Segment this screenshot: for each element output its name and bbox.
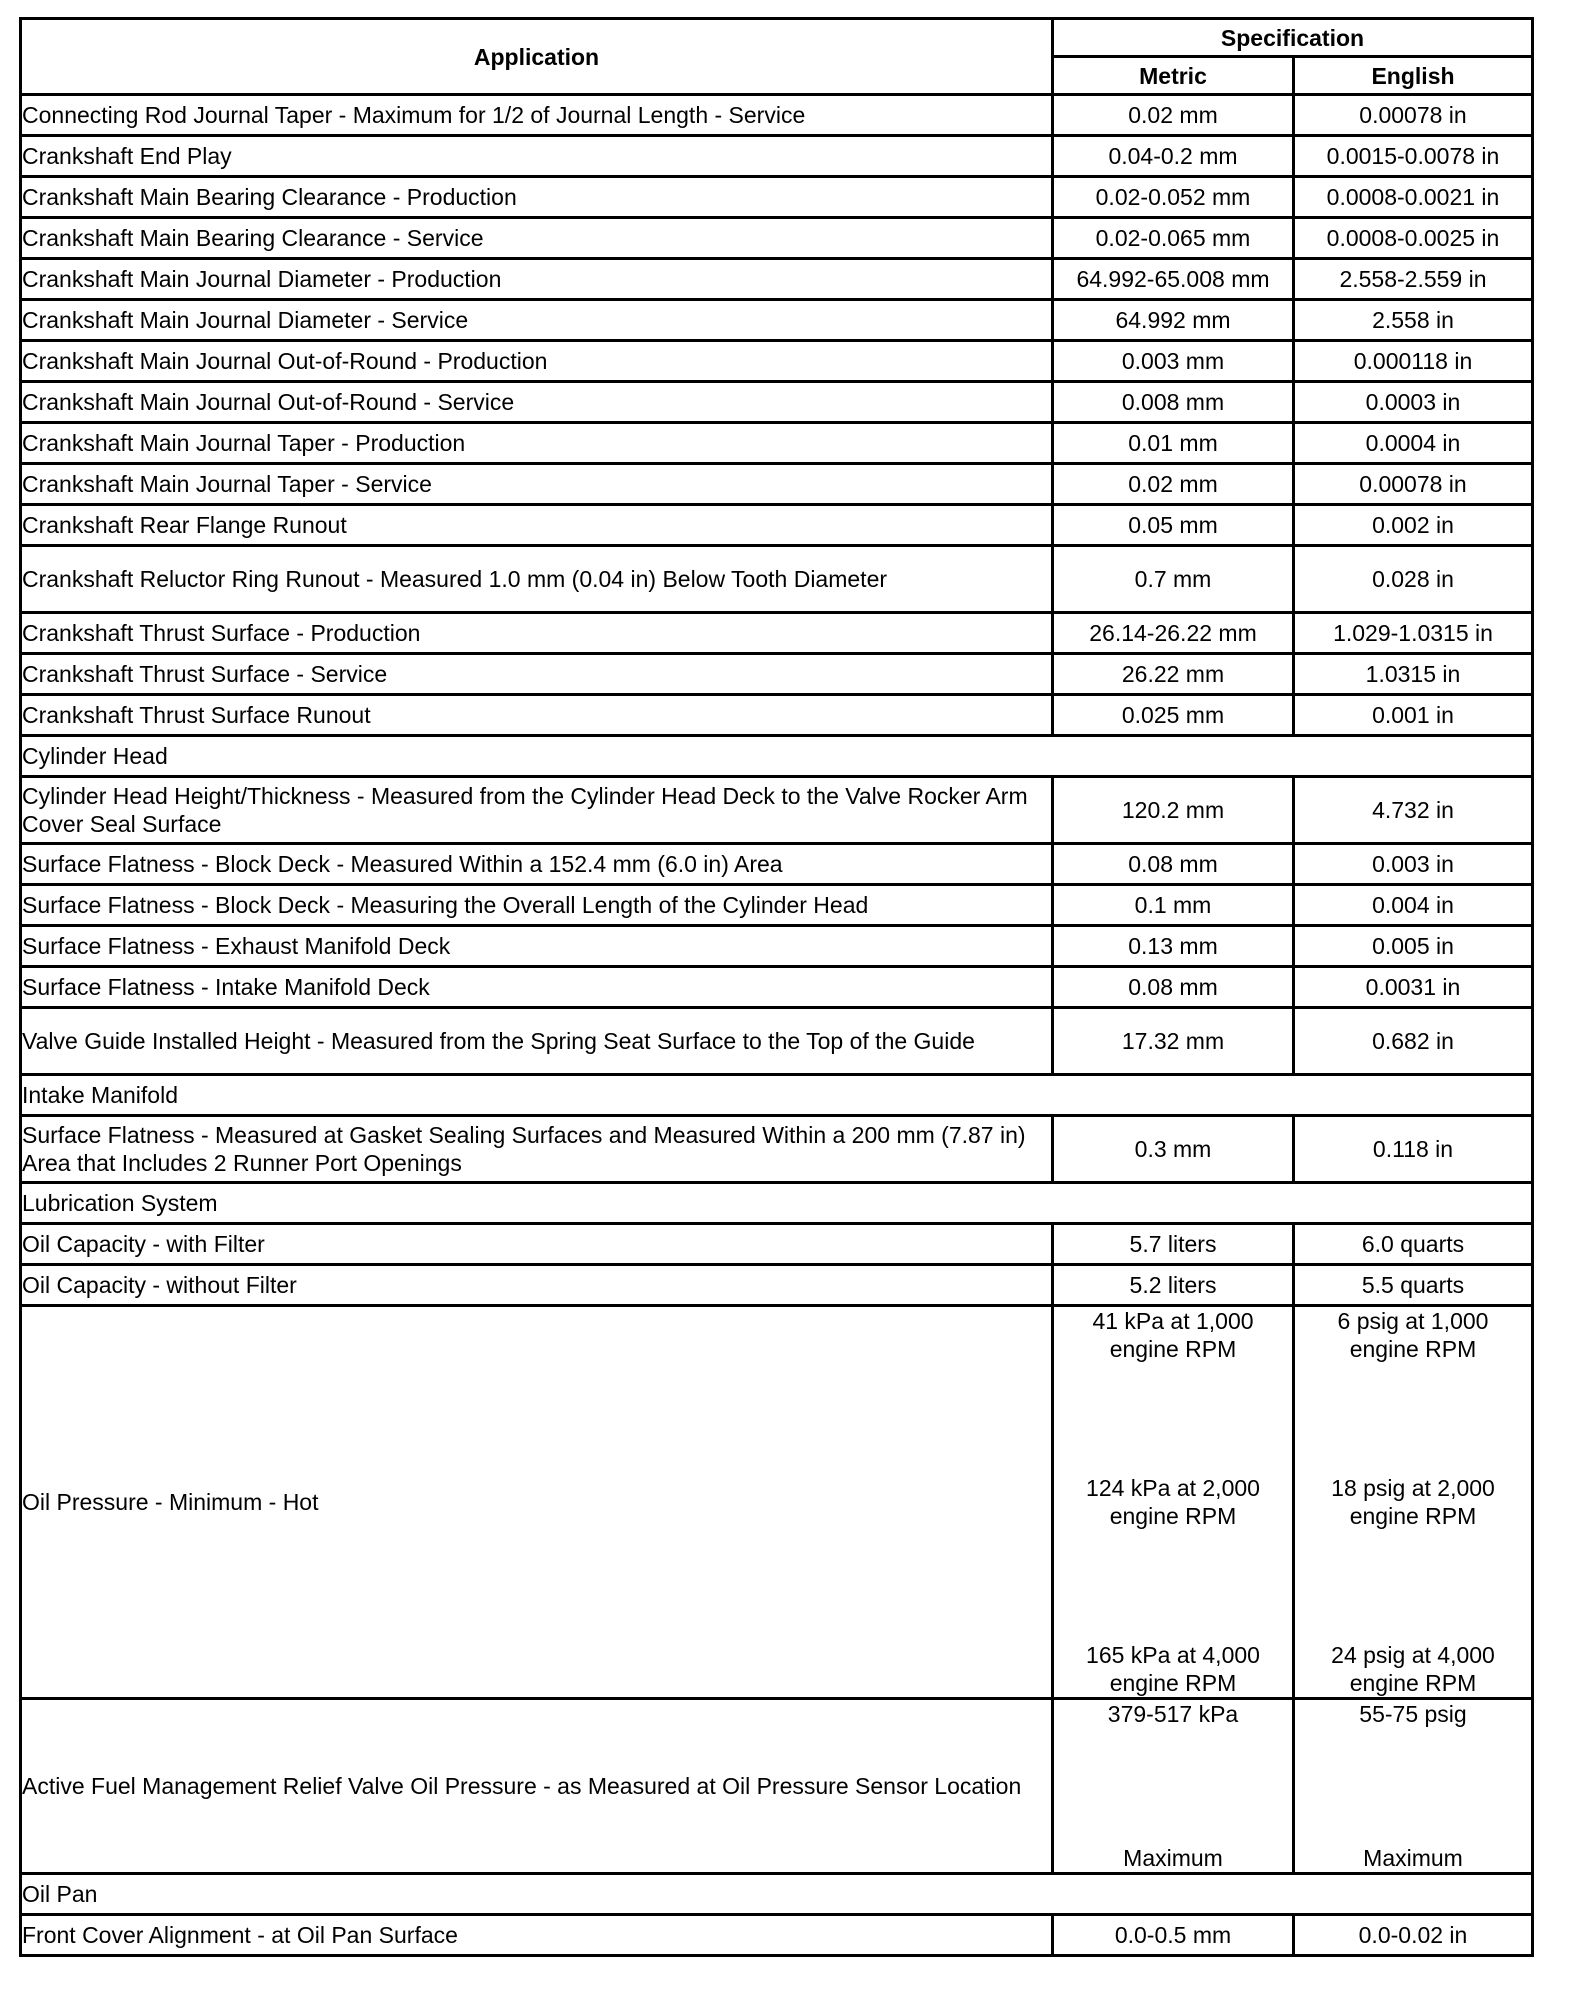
english-value: 55-75 psig [1359,1701,1467,1727]
application-cell: Surface Flatness - Block Deck - Measuring the Overall Length of the Cylinder Head [21,885,1053,926]
metric-cell: 0.04-0.2 mm [1053,136,1294,177]
metric-cell: 0.008 mm [1053,382,1294,423]
application-cell: Crankshaft Reluctor Ring Runout - Measured 1.0 mm (0.04 in) Below Tooth Diameter [21,546,1053,613]
section-title: Cylinder Head [21,736,1533,777]
english-pressure-line: 6 psig at 1,000 [1337,1308,1489,1334]
english-pressure-line: engine RPM [1349,1670,1477,1696]
section-title: Lubrication System [21,1183,1533,1224]
metric-pressure-line: engine RPM [1109,1336,1237,1362]
application-cell: Crankshaft Main Journal Out-of-Round - Service [21,382,1053,423]
application-cell: Crankshaft Main Journal Diameter - Production [21,259,1053,300]
metric-cell: 64.992 mm [1053,300,1294,341]
metric-pressure-line: 124 kPa at 2,000 [1086,1475,1260,1501]
metric-cell: 0.7 mm [1053,546,1294,613]
english-cell: 6.0 quarts [1294,1224,1533,1265]
english-note: Maximum [1363,1845,1463,1871]
english-cell: 0.003 in [1294,844,1533,885]
application-cell: Crankshaft Rear Flange Runout [21,505,1053,546]
english-cell: 0.028 in [1294,546,1533,613]
english-cell: 0.682 in [1294,1008,1533,1075]
english-cell: 0.00078 in [1294,464,1533,505]
metric-cell: 5.2 liters [1053,1265,1294,1306]
application-cell: Front Cover Alignment - at Oil Pan Surface [21,1915,1053,1956]
english-cell: 1.0315 in [1294,654,1533,695]
table-row [21,341,1533,382]
application-cell: Surface Flatness - Exhaust Manifold Deck [21,926,1053,967]
english-cell: 1.029-1.0315 in [1294,613,1533,654]
metric-note: Maximum [1123,1845,1223,1871]
english-cell: 0.0008-0.0025 in [1294,218,1533,259]
application-cell: Crankshaft Thrust Surface - Production [21,613,1053,654]
english-header: English [1294,57,1533,95]
metric-cell: 0.0-0.5 mm [1053,1915,1294,1956]
application-cell: Oil Capacity - without Filter [21,1265,1053,1306]
table-row [21,885,1533,926]
english-cell: 0.0008-0.0021 in [1294,177,1533,218]
metric-pressure-1000 [1054,1307,1292,1363]
application-cell: Valve Guide Installed Height - Measured from the Spring Seat Surface to the Top of the Guide [21,1008,1053,1075]
english-cell: 2.558-2.559 in [1294,259,1533,300]
section-title: Intake Manifold [21,1075,1533,1116]
metric-cell: 0.3 mm [1053,1116,1294,1183]
metric-pressure-line: 165 kPa at 4,000 [1086,1642,1260,1668]
english-pressure-line: engine RPM [1349,1336,1477,1362]
metric-cell: 0.01 mm [1053,423,1294,464]
table-row [21,218,1533,259]
english-pressure-line: 24 psig at 4,000 [1331,1642,1495,1668]
english-cell: 0.0015-0.0078 in [1294,136,1533,177]
table-row [21,844,1533,885]
table-row [21,654,1533,695]
table-row [21,1915,1533,1956]
metric-cell [1053,1306,1294,1699]
table-row [21,695,1533,736]
table-row [21,777,1533,844]
english-cell: 0.0-0.02 in [1294,1915,1533,1956]
metric-value: 379-517 kPa [1107,1701,1239,1727]
metric-cell: 26.14-26.22 mm [1053,613,1294,654]
metric-cell: 0.02-0.065 mm [1053,218,1294,259]
application-cell: Crankshaft Main Journal Out-of-Round - Production [21,341,1053,382]
application-cell: Cylinder Head Height/Thickness - Measured from the Cylinder Head Deck to the Valve Rocker Arm Cover Seal Surface [21,777,1053,844]
table-row [21,926,1533,967]
metric-cell: 0.02 mm [1053,95,1294,136]
table-row [21,382,1533,423]
english-cell: 2.558 in [1294,300,1533,341]
table-row [21,967,1533,1008]
table-row [21,613,1533,654]
table-row-oil-pressure [21,1306,1533,1699]
section-row-oil-pan [21,1874,1533,1915]
metric-cell: 0.05 mm [1053,505,1294,546]
english-pressure-1000 [1295,1307,1531,1363]
metric-pressure-4000 [1054,1641,1292,1697]
english-cell: 0.00078 in [1294,95,1533,136]
table-row [21,136,1533,177]
english-cell: 0.004 in [1294,885,1533,926]
english-cell: 4.732 in [1294,777,1533,844]
application-cell: Crankshaft Thrust Surface Runout [21,695,1053,736]
table-row [21,95,1533,136]
application-cell: Crankshaft Main Journal Taper - Service [21,464,1053,505]
section-row-cylinder-head [21,736,1533,777]
english-cell: 0.0003 in [1294,382,1533,423]
table-row [21,1224,1533,1265]
application-cell: Crankshaft Thrust Surface - Service [21,654,1053,695]
metric-cell: 0.025 mm [1053,695,1294,736]
table-row [21,259,1533,300]
metric-cell: 0.08 mm [1053,844,1294,885]
english-pressure-line: 18 psig at 2,000 [1331,1475,1495,1501]
english-cell: 0.000118 in [1294,341,1533,382]
section-row-intake-manifold [21,1075,1533,1116]
metric-pressure-line: engine RPM [1109,1503,1237,1529]
metric-cell: 64.992-65.008 mm [1053,259,1294,300]
application-cell: Oil Capacity - with Filter [21,1224,1053,1265]
english-pressure-line: engine RPM [1349,1503,1477,1529]
english-cell: 5.5 quarts [1294,1265,1533,1306]
table-row [21,505,1533,546]
table-row [21,1008,1533,1075]
table-row [21,546,1533,613]
english-pressure-4000 [1295,1641,1531,1697]
application-cell: Surface Flatness - Intake Manifold Deck [21,967,1053,1008]
specification-header: Specification [1053,19,1533,57]
application-cell: Crankshaft End Play [21,136,1053,177]
application-cell: Oil Pressure - Minimum - Hot [21,1306,1053,1699]
metric-cell: 17.32 mm [1053,1008,1294,1075]
application-cell: Active Fuel Management Relief Valve Oil Pressure - as Measured at Oil Pressure Sensor Location [21,1699,1053,1874]
metric-cell: 5.7 liters [1053,1224,1294,1265]
metric-pressure-line: 41 kPa at 1,000 [1092,1308,1254,1334]
metric-cell: 0.13 mm [1053,926,1294,967]
table-row [21,423,1533,464]
table-row [21,1265,1533,1306]
application-cell: Connecting Rod Journal Taper - Maximum for 1/2 of Journal Length - Service [21,95,1053,136]
application-cell: Crankshaft Main Bearing Clearance - Service [21,218,1053,259]
application-header: Application [21,19,1053,95]
table-row [21,1116,1533,1183]
section-row-lubrication-system [21,1183,1533,1224]
application-cell: Crankshaft Main Journal Diameter - Service [21,300,1053,341]
table-row [21,464,1533,505]
english-pressure-2000 [1295,1474,1531,1530]
application-cell: Crankshaft Main Journal Taper - Production [21,423,1053,464]
metric-cell: 0.08 mm [1053,967,1294,1008]
metric-pressure-line: engine RPM [1109,1670,1237,1696]
metric-cell: 0.1 mm [1053,885,1294,926]
english-cell [1294,1306,1533,1699]
table-row [21,300,1533,341]
english-cell: 0.002 in [1294,505,1533,546]
english-cell: 0.118 in [1294,1116,1533,1183]
metric-cell: 26.22 mm [1053,654,1294,695]
metric-header: Metric [1053,57,1294,95]
application-cell: Crankshaft Main Bearing Clearance - Production [21,177,1053,218]
application-cell: Surface Flatness - Measured at Gasket Sealing Surfaces and Measured Within a 200 mm (7.87 in) Area that Includes 2 Runner Port Openings [21,1116,1053,1183]
section-title: Oil Pan [21,1874,1533,1915]
english-cell [1294,1699,1533,1874]
metric-cell: 0.003 mm [1053,341,1294,382]
english-cell: 0.0004 in [1294,423,1533,464]
metric-cell: 0.02 mm [1053,464,1294,505]
metric-cell: 120.2 mm [1053,777,1294,844]
english-cell: 0.005 in [1294,926,1533,967]
english-cell: 0.001 in [1294,695,1533,736]
table-row-afm-relief [21,1699,1533,1874]
metric-pressure-2000 [1054,1474,1292,1530]
english-cell: 0.0031 in [1294,967,1533,1008]
table-row [21,177,1533,218]
engine-specification-table [19,17,1534,1957]
metric-cell: 0.02-0.052 mm [1053,177,1294,218]
application-cell: Surface Flatness - Block Deck - Measured Within a 152.4 mm (6.0 in) Area [21,844,1053,885]
metric-cell [1053,1699,1294,1874]
